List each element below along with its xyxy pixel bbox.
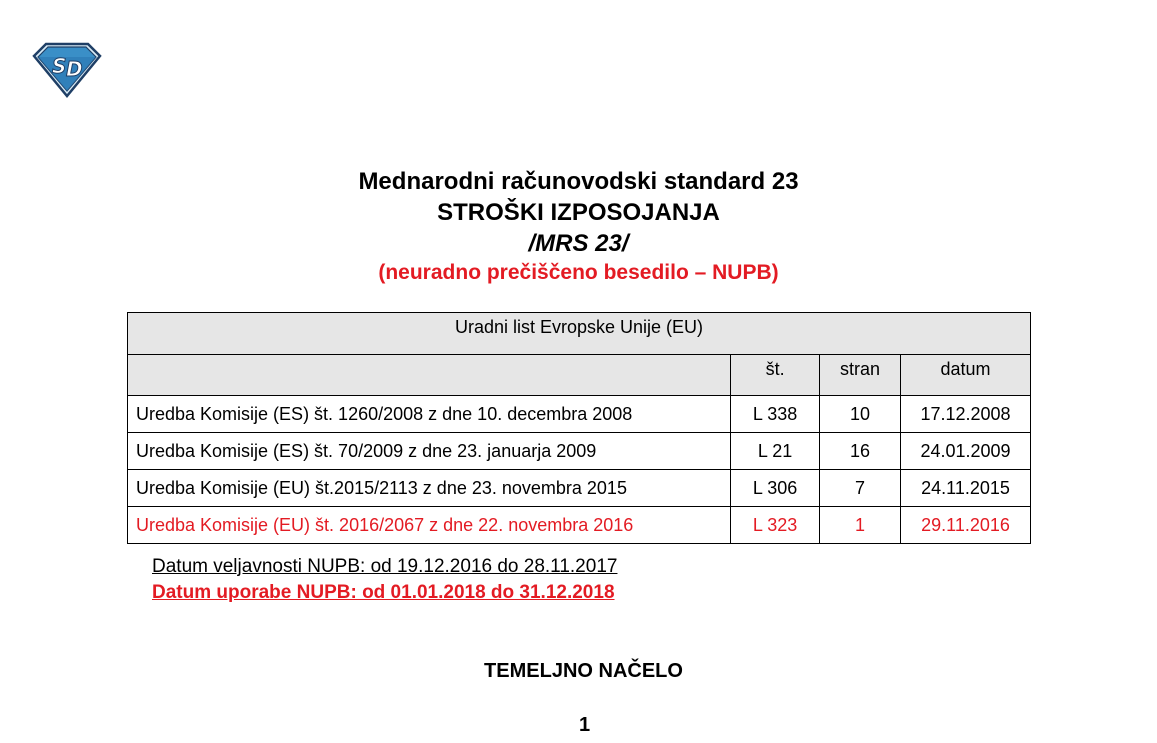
page-cell: 7 xyxy=(820,470,901,507)
regulation-cell: Uredba Komisije (ES) št. 1260/2008 z dne 10. decembra 2008 xyxy=(128,396,731,433)
page-number: 1 xyxy=(578,714,591,736)
number-cell: L 338 xyxy=(731,396,820,433)
regulation-cell: Uredba Komisije (ES) št. 70/2009 z dne 23. januarja 2009 xyxy=(128,433,731,470)
number-cell: L 21 xyxy=(731,433,820,470)
page-cell: 16 xyxy=(820,433,901,470)
document-note xyxy=(0,261,1157,285)
document-title xyxy=(0,168,1157,196)
validity-date-text: Datum veljavnosti NUPB: od 19.12.2016 do 28.11.2017 xyxy=(152,556,618,577)
document-code xyxy=(0,230,1157,258)
header-regulation xyxy=(128,355,731,396)
date-cell: 29.11.2016 xyxy=(901,507,1031,544)
title-line-2: STROŠKI IZPOSOJANJA xyxy=(437,199,720,226)
regulation-cell: Uredba Komisije (EU) št.2015/2113 z dne 23. novembra 2015 xyxy=(128,470,731,507)
table-header-row xyxy=(128,355,1031,396)
number-cell: L 306 xyxy=(731,470,820,507)
regulation-cell: Uredba Komisije (EU) št. 2016/2067 z dne 22. novembra 2016 xyxy=(128,507,731,544)
date-cell: 24.11.2015 xyxy=(901,470,1031,507)
document-subtitle-name xyxy=(0,199,1157,227)
usage-date-text: Datum uporabe NUPB: od 01.01.2018 do 31.12.2018 xyxy=(152,582,615,603)
table-row xyxy=(128,433,1031,470)
section-heading: TEMELJNO NAČELO xyxy=(484,660,683,682)
title-line-3: /MRS 23/ xyxy=(528,230,629,257)
number-cell: L 323 xyxy=(731,507,820,544)
table-caption-row xyxy=(128,313,1031,355)
page-cell: 1 xyxy=(820,507,901,544)
logo-letter-d: D xyxy=(66,57,83,81)
header-number: št. xyxy=(731,355,820,396)
header-date: datum xyxy=(901,355,1031,396)
header-page: stran xyxy=(820,355,901,396)
date-cell: 17.12.2008 xyxy=(901,396,1031,433)
table-row xyxy=(128,396,1031,433)
regulation-table xyxy=(127,312,1031,544)
sd-diamond-logo-icon xyxy=(30,40,104,100)
title-line-1: Mednarodni računovodski standard 23 xyxy=(358,168,799,195)
page-cell: 10 xyxy=(820,396,901,433)
table-row xyxy=(128,470,1031,507)
date-cell: 24.01.2009 xyxy=(901,433,1031,470)
title-subtitle: (neuradno prečiščeno besedilo – NUPB) xyxy=(378,261,779,284)
table-caption: Uradni list Evropske Unije (EU) xyxy=(128,313,1031,355)
logo-letter-s: S xyxy=(52,54,67,78)
table-row-highlighted xyxy=(128,507,1031,544)
